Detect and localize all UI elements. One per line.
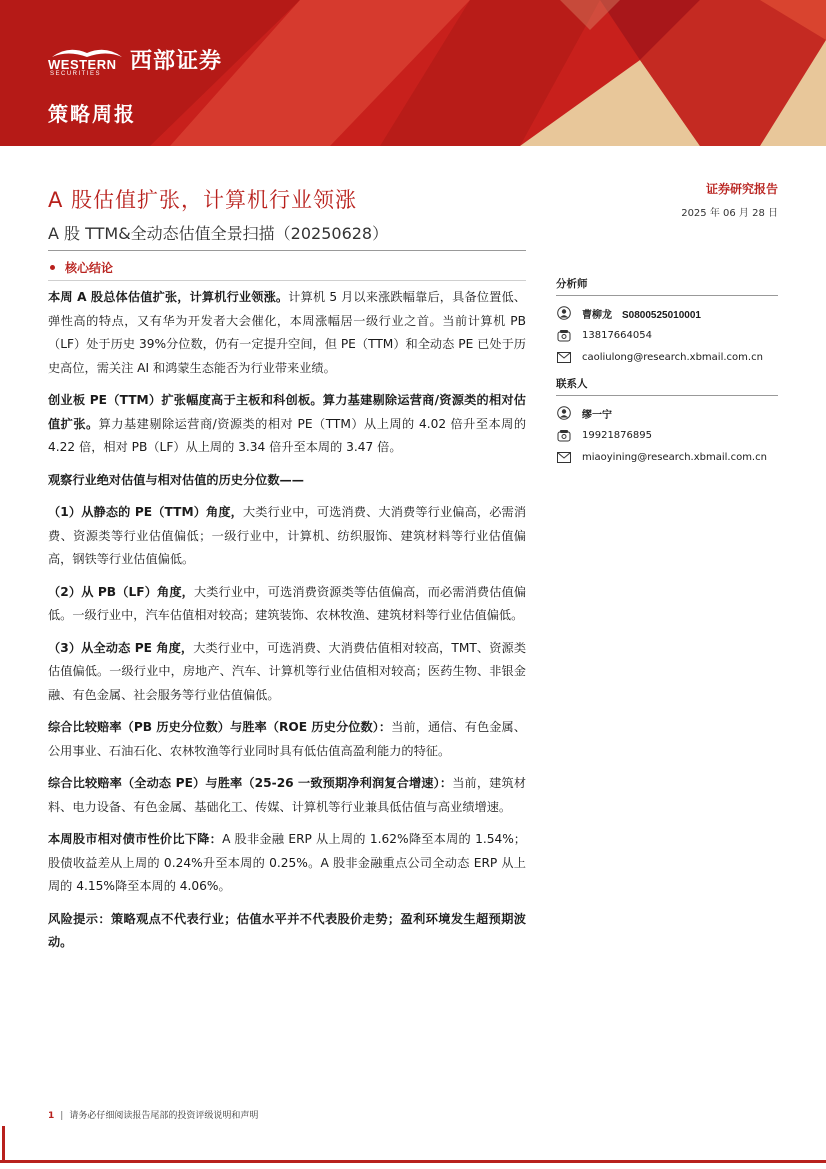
report-body [48,286,526,964]
paragraph-text: 大类行业中，可选消费、大消费等行业偏高，必需消费、资源类等行业估值偏低；一级行业中，计算机、纺织服饰、建筑材料等行业估值偏高，钢铁等行业估值偏低。 [48,505,527,566]
page-footer [48,1108,258,1121]
phone-icon [556,428,572,442]
analyst-phone-row [556,324,778,346]
paragraph-lead: 风险提示：策略观点不代表行业；估值水平并不代表股价走势；盈利环境发生超预期波动。 [48,911,526,949]
analyst-email[interactable]: caoliulong@research.xbmail.com.cn [582,351,763,363]
paragraph-text: 算力基建剔除运营商/资源类的相对 PE（TTM）从上周的 4.02 倍升至本周的 4.22 倍，相对 PB（LF）从上周的 3.34 倍升至本周的 3.47 倍。 [48,416,527,454]
title-divider [48,250,526,251]
paragraph [48,716,526,763]
paragraph-text: 大类行业中，可选消费资源类等估值偏高，而必需消费估值偏低。一级行业中，汽车估值相对较高；建筑装饰、农林牧渔、建筑材料等行业估值偏低。 [48,584,527,622]
phone-icon [556,328,572,342]
contact-phone: 19921876895 [582,429,652,441]
paragraph [48,469,526,493]
analyst-cert: S0800525010001 [622,309,701,321]
footer-disclaimer: 请务必仔细阅读报告尾部的投资评级说明和声明 [69,1111,259,1121]
paragraph [48,389,526,460]
paragraph-lead: （1）从静态的 PE（TTM）角度， [48,505,243,519]
analyst-phone: 13817664054 [582,329,652,341]
paragraph-text: 大类行业中，可选消费、大消费估值相对较高，TMT、资源类估值偏低。一级行业中，房地产、汽车、计算机等行业估值相对较高；医药生物、非银金融、有色金属、社会服务等行业估值偏低。 [48,640,527,702]
paragraph-lead: 本周股市相对债市性价比下降： [48,832,223,846]
paragraph-text: 当前，建筑材料、电力设备、有色金属、基础化工、传媒、计算机等行业兼具低估值与高业绩增速。 [48,776,527,814]
paragraph [48,286,526,380]
paragraph [48,828,526,899]
paragraph-lead: 综合比较赔率（全动态 PE）与胜率（25-26 一致预期净利润复合增速）： [48,776,453,790]
contact-name: 缪一宁 [582,409,612,421]
contact-sidebar [556,276,778,468]
report-type: 策略周报 [48,102,136,126]
paragraph-lead: （2）从 PB（LF）角度， [48,584,194,599]
contact-name-row [556,402,778,424]
section-divider [48,280,526,281]
footer-accent [2,1126,5,1163]
person-icon [556,306,572,320]
analyst-name [582,306,701,321]
paragraph [48,637,526,708]
logo-text-cn: 西部证券 [130,49,223,74]
paragraph [48,772,526,819]
contact-title: 联系人 [556,376,778,396]
email-icon [556,450,572,464]
logo-text-sub: SECURITIES [50,70,102,77]
analyst-email-row [556,346,778,368]
section-heading [48,259,113,276]
analyst-name-row [556,302,778,324]
contact-email-row [556,446,778,468]
logo-text-en: WESTERN [48,56,117,72]
paragraph-lead: 综合比较赔率（PB 历史分位数）与胜率（ROE 历史分位数）： [48,720,392,734]
bullet-icon [50,265,55,270]
email-icon [556,350,572,364]
logo-mark [48,45,126,75]
person-icon [556,406,572,420]
report-date: 2025 年 06 月 28 日 [681,208,778,219]
analyst-title: 分析师 [556,276,778,296]
page-subtitle: A 股 TTM&全动态估值全景扫描（20250628） [48,224,389,243]
header-banner [0,0,826,146]
paragraph-text: 当前，通信、有色金属、公用事业、石油石化、农林牧渔等行业同时具有低估值高盈利能力的特征。 [48,720,526,758]
footer-bar [0,1160,826,1163]
footer-separator: | [60,1111,64,1121]
contact-email[interactable]: miaoyining@research.xbmail.com.cn [582,451,767,463]
paragraph-text: A 股非金融 ERP 从上周的 1.62%降至本周的 1.54%；股债收益差从上周的 0.24%升至本周的 0.25%。A 股非金融重点公司全动态 ERP 从上周的 4.15%降至本周的 4.06%。 [48,832,526,893]
contact-phone-row [556,424,778,446]
paragraph-lead: 观察行业绝对估值与相对估值的历史分位数—— [48,472,304,487]
page-title: A 股估值扩张，计算机行业领涨 [48,188,358,212]
page-number: 1 [48,1111,55,1121]
company-logo [48,44,222,75]
paragraph-lead: （3）从全动态 PE 角度， [48,640,194,655]
report-label: 证券研究报告 [705,182,778,196]
paragraph [48,501,526,572]
analyst-name-text: 曹柳龙 [582,309,612,321]
paragraph [48,581,526,628]
paragraph-lead: 创业板 PE（TTM）扩张幅度高于主板和科创板。算力基建剔除运营商/资源类的相对估值扩张。 [48,393,526,431]
paragraph-text: 计算机 5 月以来涨跌幅靠后，具备位置低、弹性高的特点，又有华为开发者大会催化，本周涨幅居一级行业之首。当前计算机 PB（LF）处于历史 39%分位数，仍有一定提升空间，但 PE（TTM）和全动态 PE 已处于历史高位，需关注 AI 和鸿蒙生态能否为行业带来业绩。 [48,290,526,375]
section-heading-label: 核心结论 [65,261,114,275]
paragraph [48,908,526,955]
paragraph-lead: 本周 A 股总体估值扩张，计算机行业领涨。 [48,290,289,304]
